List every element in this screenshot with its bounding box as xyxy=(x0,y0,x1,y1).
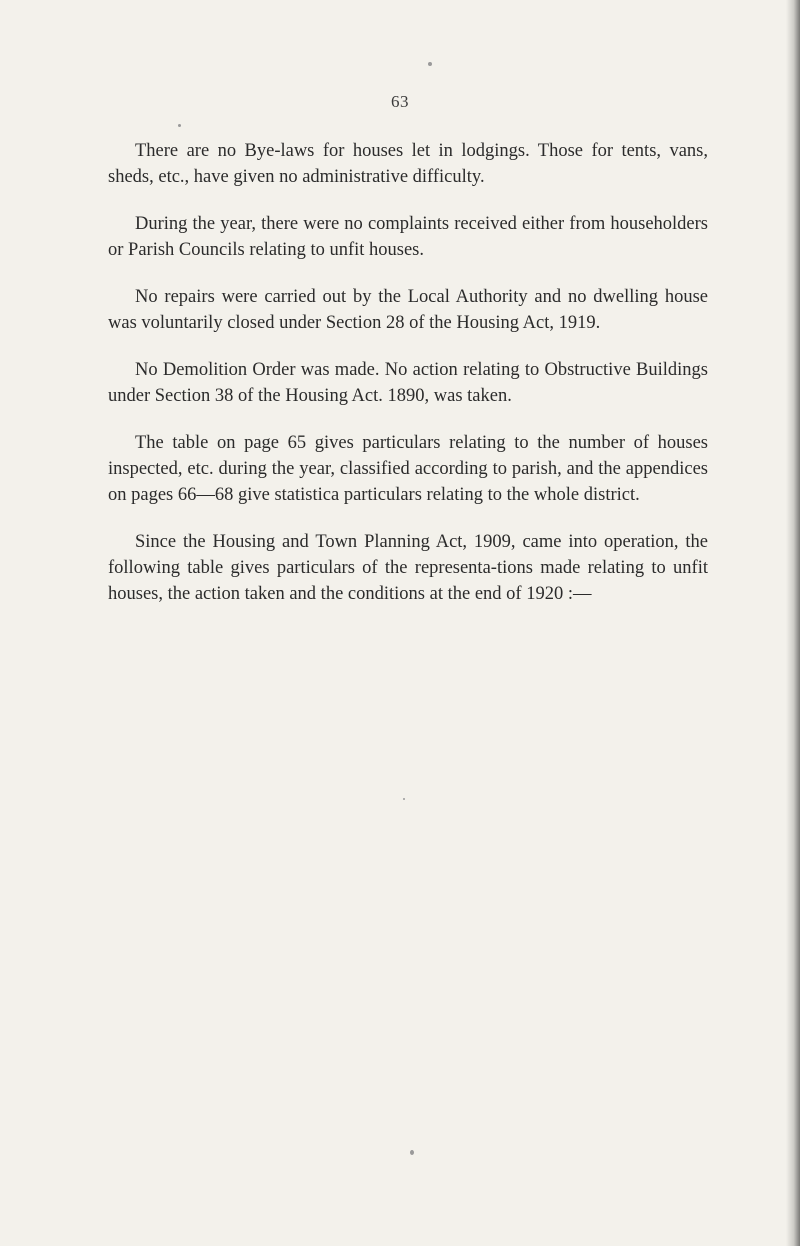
paragraph-demolition: No Demolition Order was made. No action relating to Obstructive Buildings under Section 38 of the Housing Act. 1890, was taken. xyxy=(108,360,708,406)
body-text xyxy=(108,138,708,628)
paragraph-repairs: No repairs were carried out by the Local Authority and no dwelling house was voluntarily closed under Section 28 of the Housing Act, 1919. xyxy=(108,287,708,333)
paper-speck xyxy=(410,1150,414,1155)
paragraph-table-reference: The table on page 65 gives particulars relating to the number of houses inspected, etc. during the year, classified according to parish, and the appendices on pages 66—68 give statistica particulars relating to the whole district. xyxy=(108,433,708,505)
page-number: 63 xyxy=(391,92,409,111)
paragraph-bye-laws: There are no Bye-laws for houses let in lodgings. Those for tents, vans, sheds, etc., have given no administrative difficulty. xyxy=(108,141,708,187)
paragraph-housing-act: Since the Housing and Town Planning Act, 1909, came into operation, the following table gives particulars of the representa-tions made relating to unfit houses, the action taken and the conditions at the end of 1920 :— xyxy=(108,532,708,604)
paper-speck xyxy=(428,62,432,66)
paper-speck xyxy=(403,798,405,800)
page-edge-shadow xyxy=(786,0,800,1246)
paragraph-complaints: During the year, there were no complaints received either from householders or Parish Councils relating to unfit houses. xyxy=(108,214,708,260)
paper-speck xyxy=(178,124,181,127)
